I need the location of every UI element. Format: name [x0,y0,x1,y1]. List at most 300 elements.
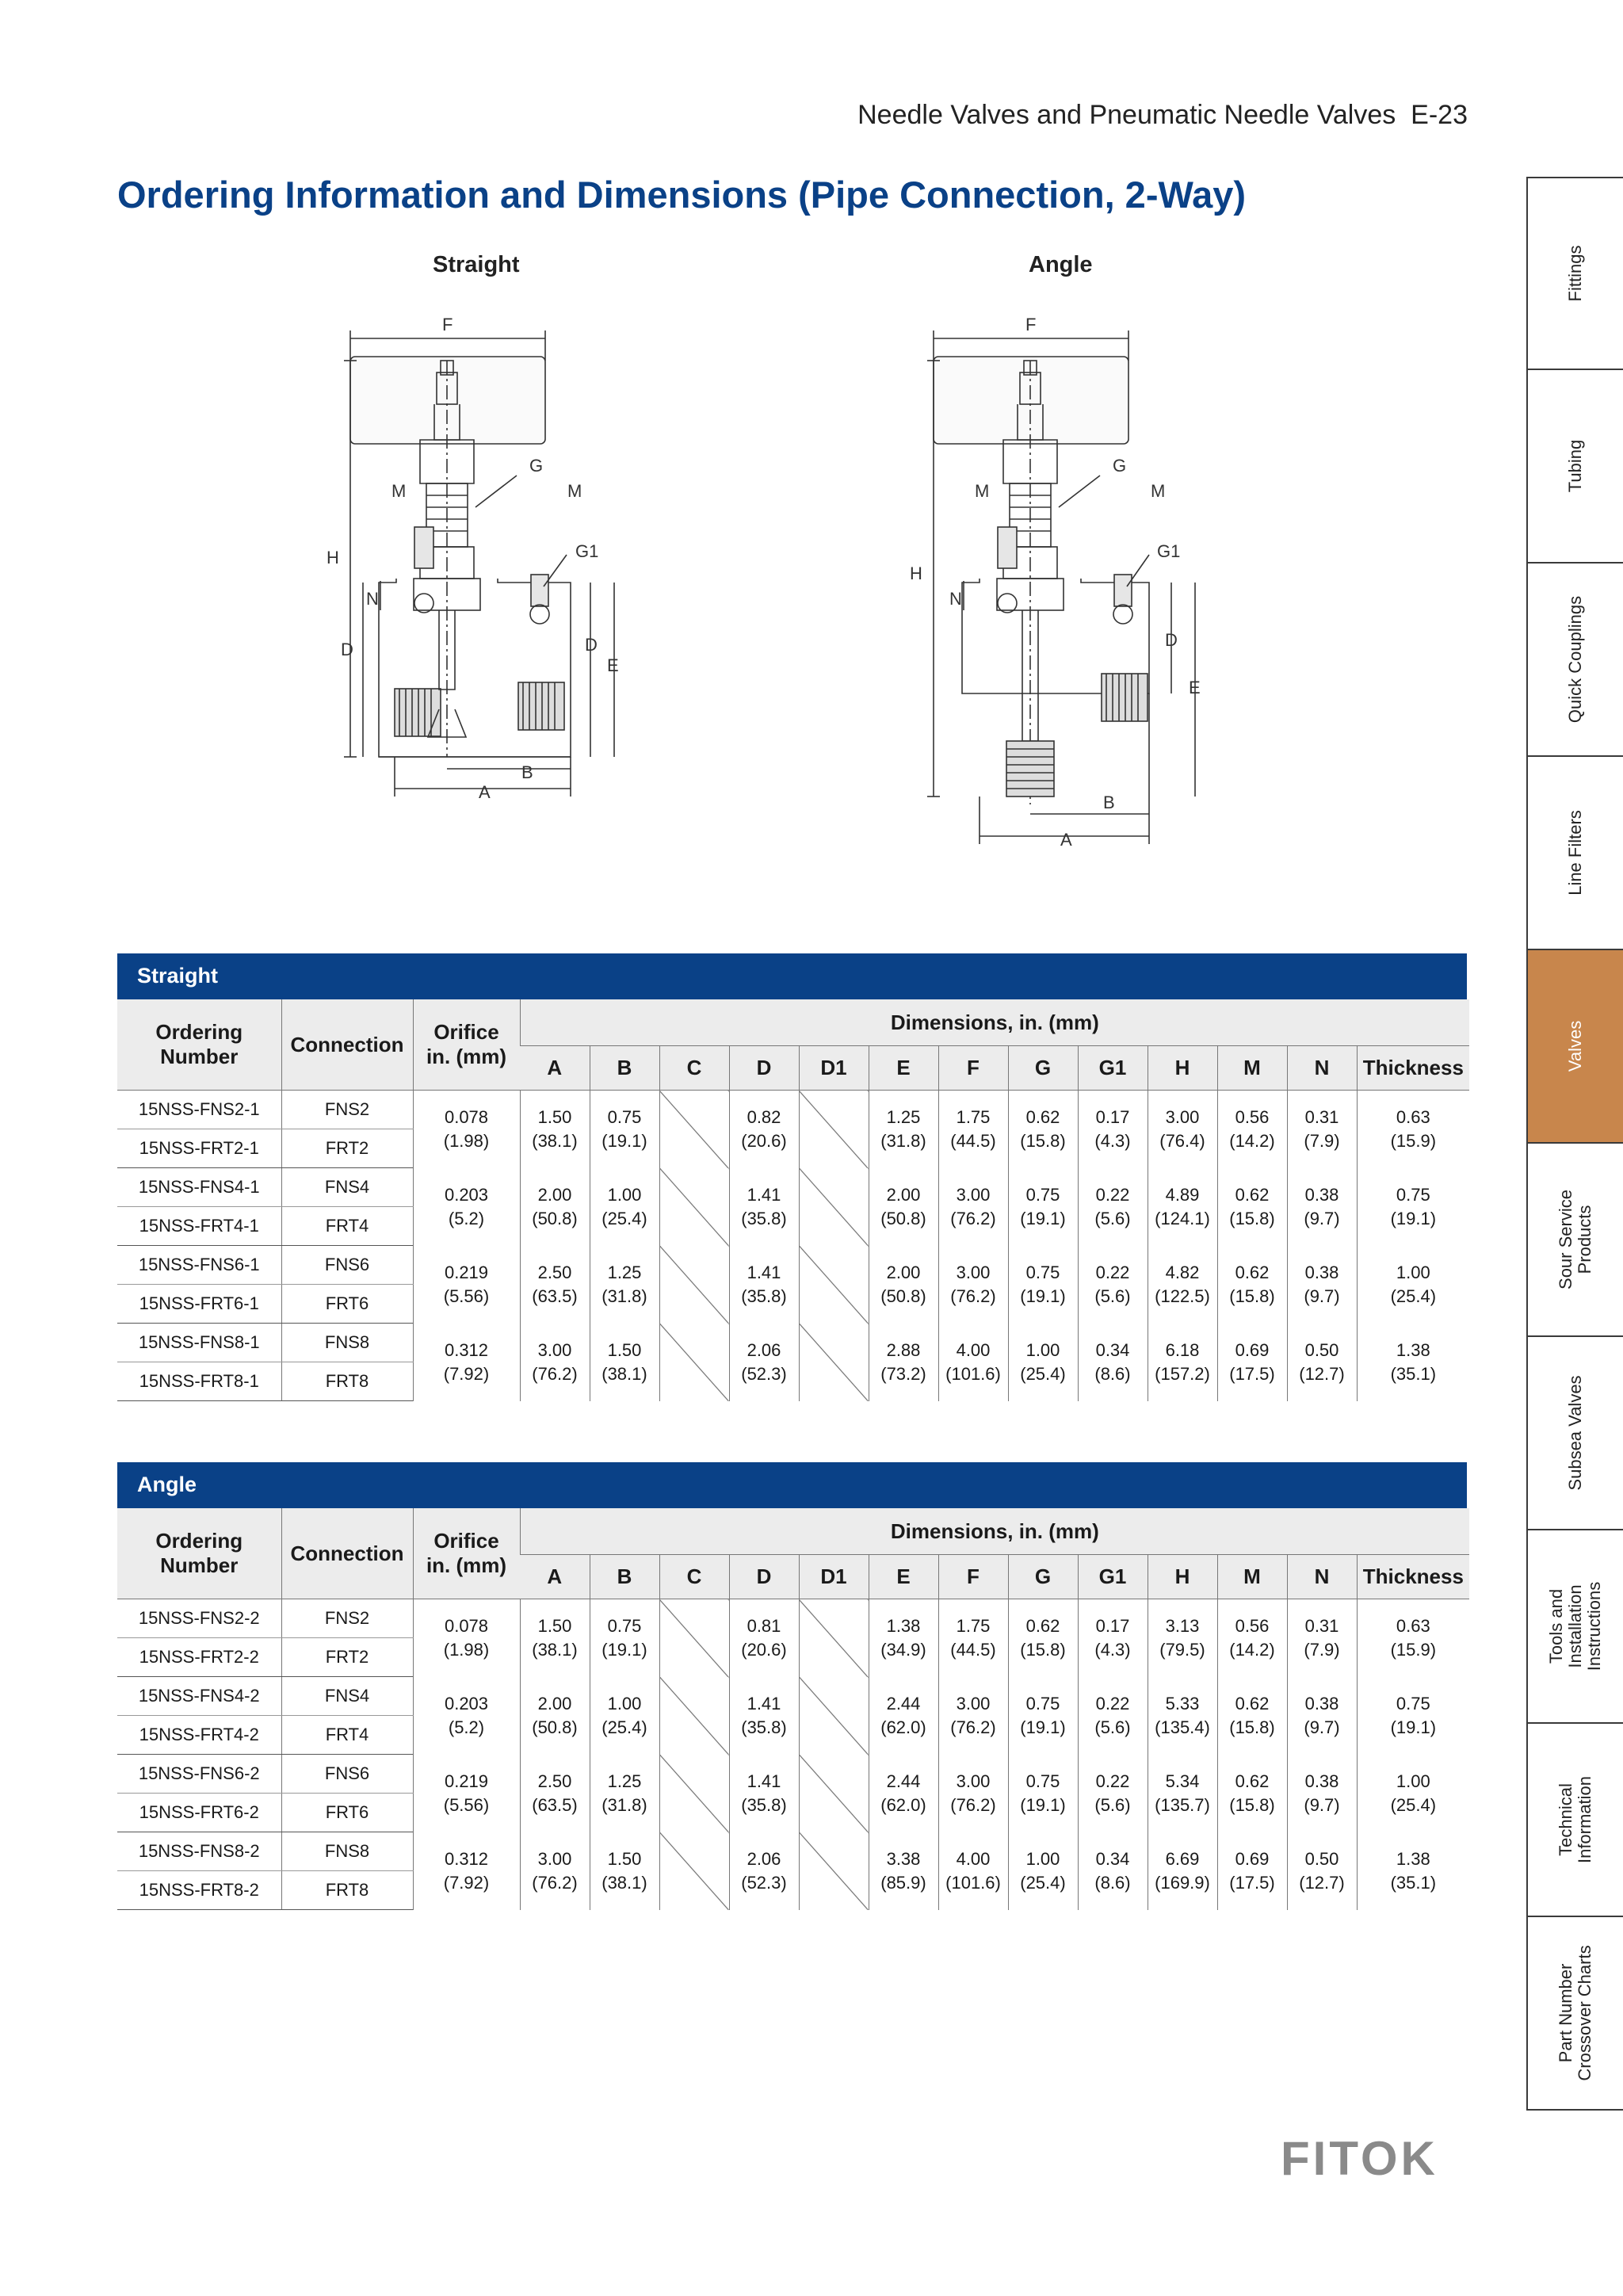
value-mm: (35.8) [741,1208,787,1228]
angle-valve-svg [894,313,1227,852]
dim-cell-h [1148,1599,1217,1677]
dim-col-g1: G1 [1078,1555,1148,1599]
value-mm: (124.1) [1155,1208,1210,1228]
value-mm: (38.1) [601,1363,647,1384]
value-in: 1.50 [607,1339,642,1360]
value-mm: (19.1) [1020,1286,1066,1306]
value-in: 0.17 [1095,1106,1130,1127]
tab-tubing[interactable] [1528,370,1623,563]
ordering-number-cell: 15NSS-FRT6-1 [117,1285,281,1324]
brand-text: FITOK [1281,2138,1438,2179]
dim-col-f: F [938,1555,1008,1599]
dim-cell-g [1008,1246,1078,1324]
orifice-cell [413,1599,520,1677]
value-mm: (25.4) [601,1717,647,1737]
value-mm: (63.5) [532,1794,578,1815]
angle-dim-M-left-label: M [975,481,990,501]
dim-N-label: N [366,589,379,609]
value-mm: (19.1) [1020,1717,1066,1737]
dim-cell-b [590,1091,659,1168]
value-mm: (15.8) [1020,1639,1066,1660]
dim-cell-g1 [1078,1599,1148,1677]
table-row [117,1168,1469,1207]
value-mm: (31.8) [601,1794,647,1815]
value-in: 1.41 [747,1262,781,1282]
dim-cell-f [938,1832,1008,1910]
empty-cell-d1 [799,1324,869,1401]
value-in: 1.00 [1025,1339,1060,1360]
table-row [117,1246,1469,1285]
orifice-cell [413,1324,520,1401]
dim-col-h: H [1148,1046,1217,1091]
dim-cell-h [1148,1324,1217,1401]
value-mm: (76.4) [1159,1130,1205,1151]
value-in: 0.38 [1304,1693,1339,1713]
value-in: 0.75 [1396,1184,1430,1205]
dim-col-e: E [869,1046,938,1091]
value-mm: (20.6) [741,1130,787,1151]
dim-col-h: H [1148,1555,1217,1599]
value-in: 0.34 [1095,1339,1130,1360]
value-in: 0.81 [747,1615,781,1636]
tab-label: Subsea Valves [1565,1375,1585,1491]
col-orifice: Orifice in. (mm) [413,1508,520,1599]
tab-label: Part Number Crossover Charts [1556,1945,1594,2081]
value-mm: (15.8) [1229,1208,1275,1228]
value-in: 3.13 [1165,1615,1200,1636]
dim-col-thickness: Thickness [1357,1046,1469,1091]
value-mm: (19.1) [601,1639,647,1660]
empty-cell-c [659,1599,729,1677]
value-mm: (5.6) [1094,1208,1131,1228]
value-mm: (5.2) [448,1717,485,1737]
straight-table [117,999,1469,1401]
dim-col-d: D [729,1555,799,1599]
ordering-number-cell: 15NSS-FRT2-2 [117,1638,281,1677]
dim-col-a: A [520,1555,590,1599]
value-in: 2.50 [537,1771,572,1791]
value-mm: (19.1) [1390,1717,1437,1737]
dim-cell-n [1287,1168,1357,1246]
connection-cell: FRT4 [281,1207,413,1246]
value-in: 3.00 [537,1339,572,1360]
dim-cell-g [1008,1755,1078,1832]
value-mm: (25.4) [1020,1363,1066,1384]
dim-cell-n [1287,1599,1357,1677]
value-in: 0.31 [1304,1106,1339,1127]
empty-cell-d1 [799,1755,869,1832]
dim-F-label: F [442,315,453,334]
value-in: 0.078 [444,1106,489,1127]
value-mm: (52.3) [741,1872,787,1893]
value-in: 4.89 [1165,1184,1200,1205]
value-in: 5.34 [1165,1771,1200,1791]
empty-cell-c [659,1324,729,1401]
table-row [117,1599,1469,1638]
dim-col-e: E [869,1555,938,1599]
value-in: 4.00 [956,1848,991,1869]
dim-cell-m [1217,1246,1287,1324]
side-tab-bar [1526,177,1623,2111]
col-connection: Connection [281,999,413,1091]
value-in: 1.38 [1396,1848,1430,1869]
value-in: 0.75 [1025,1693,1060,1713]
value-mm: (15.8) [1229,1286,1275,1306]
connection-cell: FNS4 [281,1168,413,1207]
col-ordering-number: Ordering Number [117,999,281,1091]
value-mm: (101.6) [945,1363,1001,1384]
orifice-cell [413,1091,520,1168]
value-in: 0.75 [1025,1771,1060,1791]
value-mm: (38.1) [532,1639,578,1660]
dim-col-m: M [1217,1046,1287,1091]
tab-quick-couplings[interactable] [1528,563,1623,757]
value-mm: (50.8) [532,1717,578,1737]
value-mm: (76.2) [532,1872,578,1893]
tab-label: Tubing [1565,439,1585,493]
empty-cell-d1 [799,1599,869,1677]
dim-cell-e [869,1091,938,1168]
ordering-number-cell: 15NSS-FNS8-2 [117,1832,281,1871]
dim-cell-d [729,1324,799,1401]
value-in: 0.078 [444,1615,489,1636]
table-row [117,1677,1469,1716]
value-mm: (169.9) [1155,1872,1210,1893]
value-mm: (76.2) [532,1363,578,1384]
value-mm: (1.98) [443,1639,490,1660]
dim-cell-t [1357,1832,1469,1910]
angle-dim-E-label: E [1189,678,1201,697]
tab-subsea-valves[interactable] [1528,1337,1623,1530]
value-in: 1.00 [1396,1262,1430,1282]
orifice-cell [413,1832,520,1910]
value-mm: (4.3) [1094,1130,1131,1151]
empty-cell-d1 [799,1168,869,1246]
value-mm: (31.8) [880,1130,926,1151]
dim-cell-b [590,1246,659,1324]
ordering-number-cell: 15NSS-FRT4-2 [117,1716,281,1755]
value-in: 2.00 [886,1184,921,1205]
value-in: 0.75 [607,1615,642,1636]
dim-A-label: A [479,782,491,802]
dim-cell-t [1357,1755,1469,1832]
connection-cell: FRT2 [281,1638,413,1677]
value-mm: (5.2) [448,1208,485,1228]
dim-cell-b [590,1168,659,1246]
orifice-cell [413,1677,520,1755]
value-in: 1.75 [956,1106,991,1127]
value-in: 3.00 [537,1848,572,1869]
value-in: 0.82 [747,1106,781,1127]
dim-cell-e [869,1599,938,1677]
dim-cell-a [520,1091,590,1168]
dim-cell-b [590,1599,659,1677]
value-mm: (5.6) [1094,1794,1131,1815]
dim-cell-t [1357,1677,1469,1755]
dim-cell-m [1217,1677,1287,1755]
dim-cell-t [1357,1246,1469,1324]
dim-cell-t [1357,1168,1469,1246]
dim-col-d: D [729,1046,799,1091]
tab-technical-information[interactable] [1528,1724,1623,1917]
dim-col-a: A [520,1046,590,1091]
value-in: 1.50 [537,1106,572,1127]
value-in: 0.34 [1095,1848,1130,1869]
tab-fittings[interactable] [1528,177,1623,370]
dim-col-n: N [1287,1046,1357,1091]
ordering-number-cell: 15NSS-FNS6-1 [117,1246,281,1285]
ordering-number-cell: 15NSS-FNS4-2 [117,1677,281,1716]
dim-col-c: C [659,1555,729,1599]
connection-cell: FNS6 [281,1246,413,1285]
connection-cell: FRT8 [281,1871,413,1910]
dim-cell-g [1008,1599,1078,1677]
dim-cell-g [1008,1168,1078,1246]
value-mm: (101.6) [945,1872,1001,1893]
value-in: 0.69 [1235,1339,1270,1360]
value-mm: (62.0) [880,1717,926,1737]
value-in: 2.44 [886,1693,921,1713]
dim-cell-f [938,1755,1008,1832]
angle-dim-N-label: N [949,589,962,609]
tab-label: Technical Information [1556,1775,1594,1864]
value-in: 0.69 [1235,1848,1270,1869]
value-mm: (35.8) [741,1794,787,1815]
value-mm: (14.2) [1229,1130,1275,1151]
dim-cell-f [938,1324,1008,1401]
value-in: 3.00 [956,1693,991,1713]
value-mm: (9.7) [1304,1286,1340,1306]
value-in: 0.63 [1396,1106,1430,1127]
value-in: 6.18 [1165,1339,1200,1360]
value-in: 6.69 [1165,1848,1200,1869]
empty-cell-c [659,1677,729,1755]
tab-tools-and-installation-instructions[interactable] [1528,1530,1623,1724]
value-mm: (50.8) [880,1286,926,1306]
tab-sour-service-products[interactable] [1528,1144,1623,1337]
value-mm: (9.7) [1304,1794,1340,1815]
dim-cell-m [1217,1324,1287,1401]
empty-cell-d1 [799,1677,869,1755]
value-mm: (17.5) [1229,1872,1275,1893]
value-mm: (35.8) [741,1717,787,1737]
tab-label: Line Filters [1565,810,1585,896]
value-mm: (50.8) [880,1208,926,1228]
value-in: 3.00 [1165,1106,1200,1127]
value-mm: (25.4) [1020,1872,1066,1893]
dim-cell-f [938,1677,1008,1755]
value-in: 0.75 [1396,1693,1430,1713]
connection-cell: FNS8 [281,1324,413,1362]
dim-cell-b [590,1755,659,1832]
dim-cell-e [869,1168,938,1246]
value-mm: (63.5) [532,1286,578,1306]
dim-col-n: N [1287,1555,1357,1599]
col-orifice: Orifice in. (mm) [413,999,520,1091]
dim-M-left-label: M [391,481,407,501]
tab-label: Valves [1565,1020,1585,1072]
dim-col-b: B [590,1046,659,1091]
dim-col-g: G [1008,1046,1078,1091]
value-in: 0.75 [607,1106,642,1127]
page-title: Ordering Information and Dimensions (Pipe Connection, 2-Way) [117,174,1247,216]
value-in: 2.06 [747,1848,781,1869]
dim-cell-b [590,1832,659,1910]
value-in: 1.00 [607,1184,642,1205]
dim-cell-n [1287,1832,1357,1910]
value-mm: (5.56) [443,1794,490,1815]
empty-cell-c [659,1091,729,1168]
fitok-logo-svg [1281,2138,1471,2179]
connection-cell: FNS2 [281,1599,413,1638]
angle-dim-F-label: F [1025,315,1037,334]
dim-cell-g [1008,1091,1078,1168]
value-mm: (15.8) [1020,1130,1066,1151]
straight-table-body [117,1091,1469,1401]
value-in: 0.203 [444,1693,489,1713]
angle-dim-A-label: A [1060,830,1072,850]
dim-cell-d [729,1832,799,1910]
value-mm: (17.5) [1229,1363,1275,1384]
angle-dim-B-label: B [1103,793,1115,812]
value-in: 1.41 [747,1771,781,1791]
value-in: 1.41 [747,1693,781,1713]
value-in: 1.00 [1025,1848,1060,1869]
value-in: 0.38 [1304,1184,1339,1205]
dim-cell-g1 [1078,1091,1148,1168]
value-in: 1.00 [607,1693,642,1713]
dim-cell-h [1148,1832,1217,1910]
dim-cell-g [1008,1324,1078,1401]
value-in: 3.00 [956,1184,991,1205]
dim-cell-e [869,1677,938,1755]
value-mm: (35.1) [1390,1363,1437,1384]
value-mm: (44.5) [950,1130,996,1151]
angle-valve-drawing [894,313,1227,852]
connection-cell: FRT6 [281,1285,413,1324]
angle-table-body [117,1599,1469,1910]
value-in: 1.25 [607,1262,642,1282]
value-mm: (19.1) [1390,1208,1437,1228]
value-in: 2.50 [537,1262,572,1282]
dim-cell-g1 [1078,1755,1148,1832]
value-in: 0.312 [444,1339,489,1360]
straight-valve-drawing [309,313,642,804]
value-in: 0.50 [1304,1339,1339,1360]
dim-G-label: G [529,456,544,476]
dim-col-f: F [938,1046,1008,1091]
value-mm: (15.9) [1390,1639,1437,1660]
dim-H-label: H [327,548,339,567]
col-ordering-number: Ordering Number [117,1508,281,1599]
value-in: 3.00 [956,1771,991,1791]
value-mm: (79.5) [1159,1639,1205,1660]
value-in: 0.22 [1095,1184,1130,1205]
angle-dim-D-label: D [1165,630,1178,650]
value-in: 0.62 [1235,1184,1270,1205]
value-in: 0.203 [444,1184,489,1205]
value-mm: (19.1) [1020,1794,1066,1815]
value-in: 2.06 [747,1339,781,1360]
dim-cell-g1 [1078,1832,1148,1910]
value-in: 2.44 [886,1771,921,1791]
value-mm: (7.92) [443,1363,490,1384]
dim-cell-a [520,1324,590,1401]
value-in: 2.00 [886,1262,921,1282]
value-mm: (15.8) [1229,1794,1275,1815]
value-in: 3.38 [886,1848,921,1869]
tab-valves[interactable] [1528,950,1623,1144]
dim-cell-m [1217,1755,1287,1832]
value-in: 1.25 [886,1106,921,1127]
dim-cell-d [729,1168,799,1246]
value-mm: (7.9) [1304,1130,1340,1151]
value-in: 0.75 [1025,1262,1060,1282]
value-mm: (7.92) [443,1872,490,1893]
dim-cell-f [938,1246,1008,1324]
value-mm: (34.9) [880,1639,926,1660]
value-mm: (12.7) [1299,1363,1345,1384]
value-in: 0.219 [444,1262,489,1282]
value-mm: (5.56) [443,1286,490,1306]
value-in: 0.31 [1304,1615,1339,1636]
angle-table [117,1508,1469,1910]
value-mm: (38.1) [532,1130,578,1151]
tab-label: Fittings [1565,245,1585,302]
value-in: 1.50 [537,1615,572,1636]
angle-dim-M-right-label: M [1151,481,1166,501]
table-row [117,1324,1469,1362]
connection-cell: FRT8 [281,1362,413,1401]
col-connection: Connection [281,1508,413,1599]
dim-cell-t [1357,1599,1469,1677]
running-header [857,100,1468,131]
value-mm: (31.8) [601,1286,647,1306]
value-in: 5.33 [1165,1693,1200,1713]
dim-col-b: B [590,1555,659,1599]
angle-dim-H-label: H [910,563,922,583]
value-in: 0.62 [1235,1771,1270,1791]
dim-D-left-label: D [341,640,353,659]
value-in: 0.219 [444,1771,489,1791]
tab-label: Sour Service Products [1556,1190,1594,1289]
value-mm: (122.5) [1155,1286,1210,1306]
dim-cell-e [869,1246,938,1324]
ordering-number-cell: 15NSS-FNS4-1 [117,1168,281,1207]
ordering-number-cell: 15NSS-FRT4-1 [117,1207,281,1246]
value-mm: (20.6) [741,1639,787,1660]
tab-line-filters[interactable] [1528,757,1623,950]
dim-E-label: E [607,655,619,675]
table-row [117,1755,1469,1794]
dim-D-right-label: D [585,635,598,655]
angle-figure-label: Angle [1029,252,1093,277]
straight-table-section [117,953,1467,1401]
value-mm: (62.0) [880,1794,926,1815]
dim-cell-a [520,1246,590,1324]
value-in: 4.00 [956,1339,991,1360]
tab-part-number-crossover-charts[interactable] [1528,1917,1623,2111]
value-mm: (35.8) [741,1286,787,1306]
value-mm: (76.2) [950,1208,996,1228]
dim-cell-m [1217,1091,1287,1168]
value-in: 1.41 [747,1184,781,1205]
connection-cell: FRT2 [281,1129,413,1168]
value-mm: (12.7) [1299,1872,1345,1893]
value-in: 0.17 [1095,1615,1130,1636]
value-in: 0.62 [1235,1262,1270,1282]
dim-cell-n [1287,1246,1357,1324]
